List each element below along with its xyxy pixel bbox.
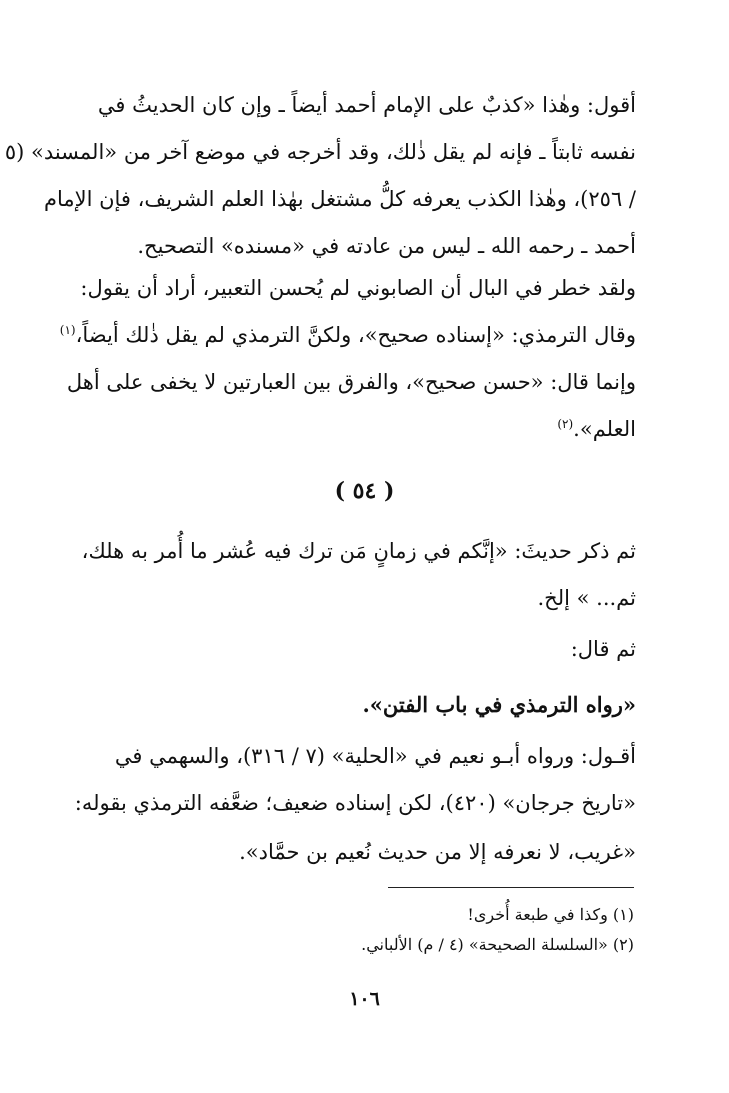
paragraph-1-line-3: / ٢٥٦)، وهٰذا الكذب يعرفه كلُّ مشتغل بهٰذا العلم الشريف، فإن الإمام (43, 187, 636, 211)
footnote-ref-1: (١) (59, 323, 76, 337)
paragraph-1-line-1: أقول: وهٰذا «كذبٌ على الإمام أحمد أيضاً ـ وإن كان الحديثُ في (97, 93, 636, 117)
then-said (56, 626, 636, 673)
reply-line-1: أقـول: ورواه أبـو نعيم في «الحلية» (٧ / ٣١٦)، والسهمي في (114, 744, 636, 768)
paragraph-2-line-4-text: العلم». (573, 417, 636, 441)
footnote-divider (388, 887, 634, 888)
footnotes (260, 900, 634, 960)
hadith-intro-line-2: ثم... » إلخ. (537, 586, 636, 610)
reply-line-2: «تاريخ جرجان» (٤٢٠)، لكن إسناده ضعيف؛ ضعَّفه الترمذي بقوله: (74, 791, 636, 815)
paragraph-2-line-1: ولقد خطر في البال أن الصابوني لم يُحسن التعبير، أراد أن يقول: (80, 276, 636, 300)
paragraph-1 (4, 82, 636, 270)
paragraph-2-line-2-text: وقال الترمذي: «إسناده صحيح»، ولكنَّ الترمذي لم يقل ذٰلك أيضاً، (75, 323, 636, 347)
paragraph-2 (56, 265, 636, 453)
quoted-claim (56, 681, 636, 728)
final-quote (56, 829, 636, 876)
paragraph-1-line-2: نفسه ثابتاً ـ فإنه لم يقل ذٰلك، وقد أخرجه في موضع آخر من «المسند» (٥ (4, 140, 636, 164)
paragraph-2-line-2 (56, 312, 636, 359)
paragraph-2-line-4 (56, 406, 636, 453)
then-said-text: ثم قال: (570, 637, 636, 661)
footnote-1: (١) وكذا في طبعة أُخرى! (467, 905, 634, 924)
paragraph-1-line-4: أحمد ـ رحمه الله ـ ليس من عادته في «مسنده» التصحيح. (137, 234, 636, 258)
paragraph-2-line-3: وإنما قال: «حسن صحيح»، والفرق بين العبارتين لا يخفى على أهل (66, 370, 636, 394)
reply-paragraph (56, 733, 636, 827)
final-quote-text: «غريب، لا نعرفه إلا من حديث نُعيم بن حمَّاد». (239, 840, 636, 864)
hadith-intro-line-1: ثم ذكر حديثَ: «إنَّكم في زمانٍ مَن ترك فيه عُشر ما أُمر به هلك، (81, 539, 636, 563)
page-number: ١٠٦ (349, 988, 380, 1010)
section-heading: ( ٥٤ ) (334, 478, 395, 504)
hadith-intro (56, 528, 636, 622)
quoted-claim-text: «رواه الترمذي في باب الفتن». (362, 692, 636, 717)
footnote-2: (٢) «السلسلة الصحيحة» (٤ / م) الألباني. (361, 935, 634, 954)
footnote-ref-2: (٢) (557, 417, 574, 431)
